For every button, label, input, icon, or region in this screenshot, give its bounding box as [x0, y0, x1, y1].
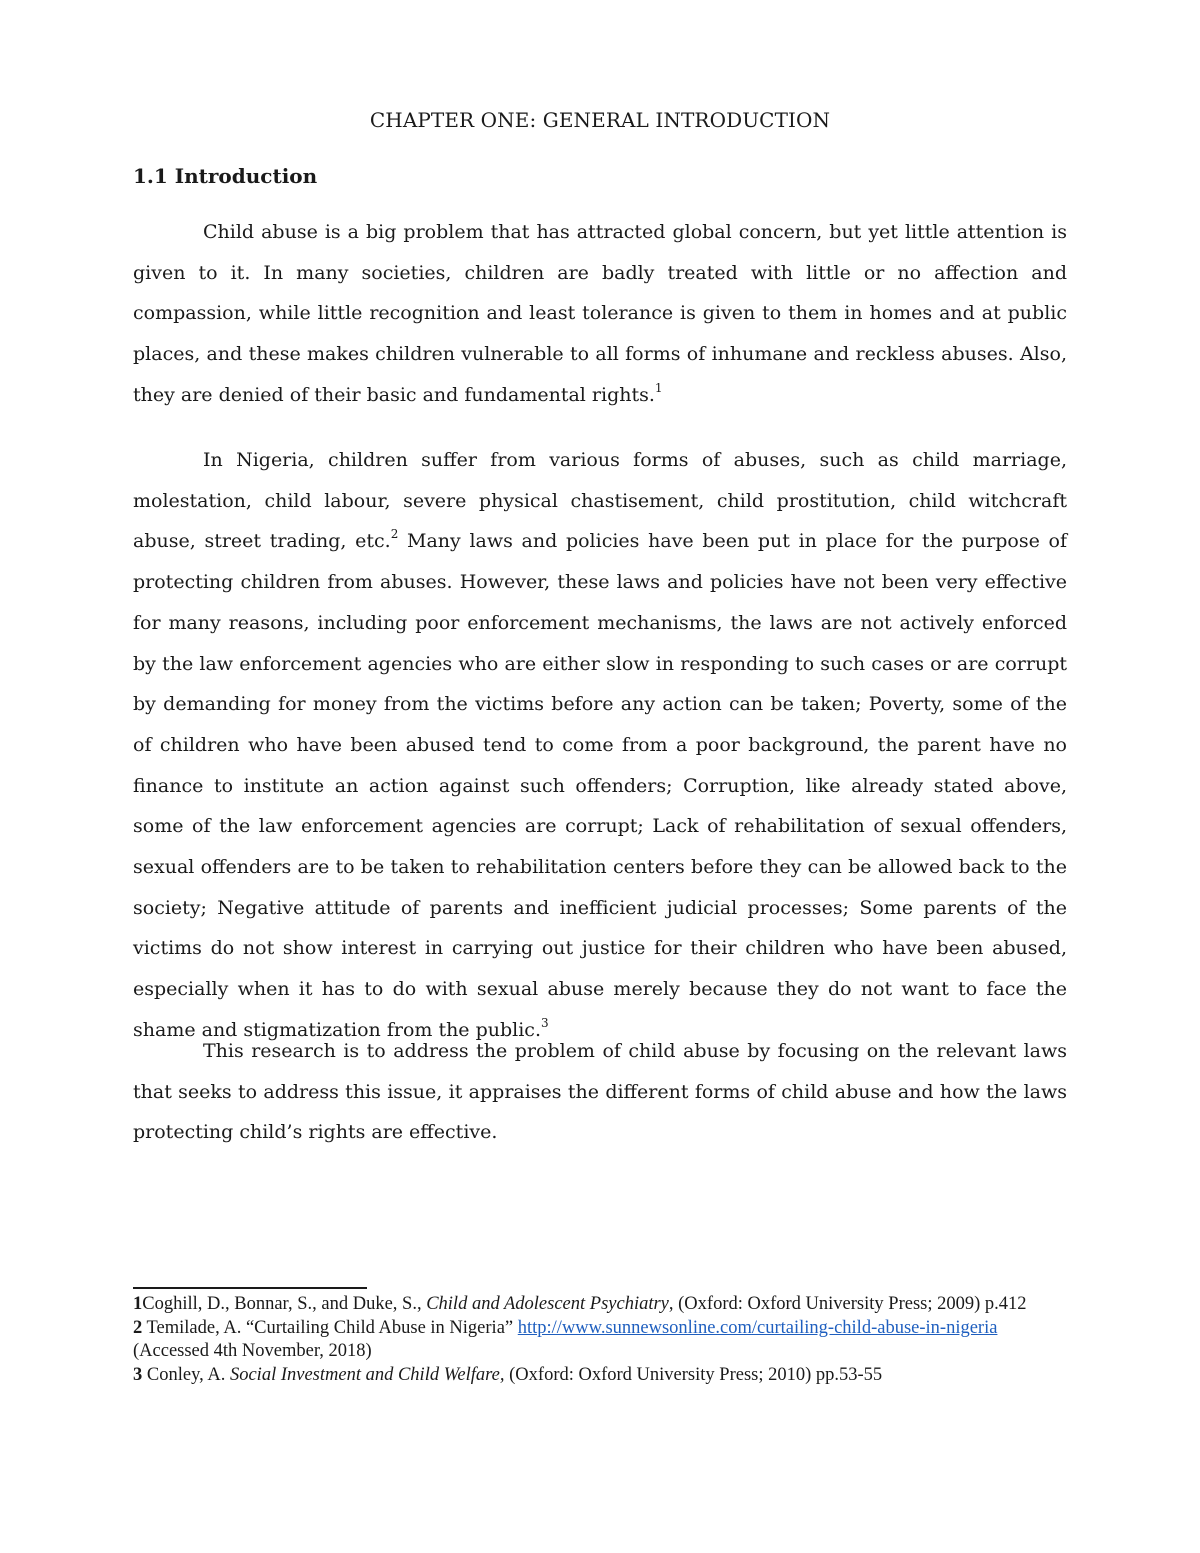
- footnote-number: 2: [133, 1317, 143, 1338]
- footnote-reference: 1: [654, 380, 663, 395]
- paragraph-text: Many laws and policies have been put in place for the purpose of protecting children from abuses. However, these laws and policies have not been very effective for many reasons, including poor enforcement mechanisms, the laws are not actively enforced by the law enforcement agencies who are either slow in responding to such cases or are corrupt by demanding for money from the victims before any action can be taken; Poverty, some of the of children who have been abused tend to come from a poor background, the parent have no finance to institute an action against such offenders; Corruption, like already stated above, some of the law enforcement agencies are corrupt; Lack of rehabilitation of sexual offenders, sexual offenders are to be taken to rehabilitation centers before they can be allowed back to the society; Negative attitude of parents and inefficient judicial processes; Some parents of the victims do not show interest in carrying out justice for their children who have been abused, especially when it has to do with sexual abuse merely because they do not want to face the shame and stigmatization from the public.: [133, 530, 1067, 1041]
- footnote-reference: 2: [390, 527, 399, 542]
- paragraph-text: In Nigeria, children suffer from various forms of abuses, such as child marriage, molestation, child labour, severe physical chastisement, child prostitution, child witchcraft abuse, street trading, etc.: [133, 449, 1067, 553]
- footnote-text: , (Oxford: Oxford University Press; 2009) p.412: [668, 1294, 1027, 1314]
- footnote-text: Temilade, A. “Curtailing Child Abuse in Nigeria”: [142, 1317, 518, 1338]
- footnote-1: [133, 1293, 1067, 1317]
- body-paragraph: [133, 212, 1067, 416]
- footnote-text: Coghill, D., Bonnar, S., and Duke, S.,: [142, 1294, 427, 1314]
- footnote-2: [133, 1317, 1067, 1364]
- paragraph-text: Child abuse is a big problem that has attracted global concern, but yet little attention is given to it. In many societies, children are badly treated with little or no affection and compassion, while little recognition and least tolerance is given to them in homes and at public places, and these makes children vulnerable to all forms of inhumane and reckless abuses. Also, they are denied of their basic and fundamental rights.: [133, 221, 1067, 406]
- footnote-text: (Accessed 4th November, 2018): [133, 1341, 372, 1361]
- chapter-title: CHAPTER ONE: GENERAL INTRODUCTION: [369, 108, 831, 132]
- footnote-3: [133, 1364, 1067, 1388]
- footnote-title: Social Investment and Child Welfare,: [229, 1364, 505, 1385]
- footnote-number: 3: [133, 1364, 143, 1385]
- footnote-text: (Oxford: Oxford University Press; 2010) pp.53-55: [504, 1364, 883, 1385]
- footnote-link[interactable]: http://www.sunnewsonline.com/curtailing-child-abuse-in-nigeria: [517, 1317, 998, 1338]
- footnote-separator: [133, 1287, 367, 1289]
- footnote-number: 1: [133, 1294, 143, 1314]
- section-heading: 1.1 Introduction: [133, 164, 318, 188]
- footnote-reference: 3: [541, 1015, 549, 1030]
- paragraph-text: This research is to address the problem of child abuse by focusing on the relevant laws that seeks to address this issue, it appraises the different forms of child abuse and how the laws protecting child’s rights are effective.: [133, 1040, 1067, 1144]
- body-paragraph: [133, 440, 1067, 1051]
- footnotes: [133, 1293, 1067, 1387]
- footnote-title: Child and Adolescent Psychiatry: [426, 1294, 669, 1314]
- footnote-text: Conley, A.: [142, 1364, 230, 1385]
- body-paragraph: [133, 1031, 1067, 1153]
